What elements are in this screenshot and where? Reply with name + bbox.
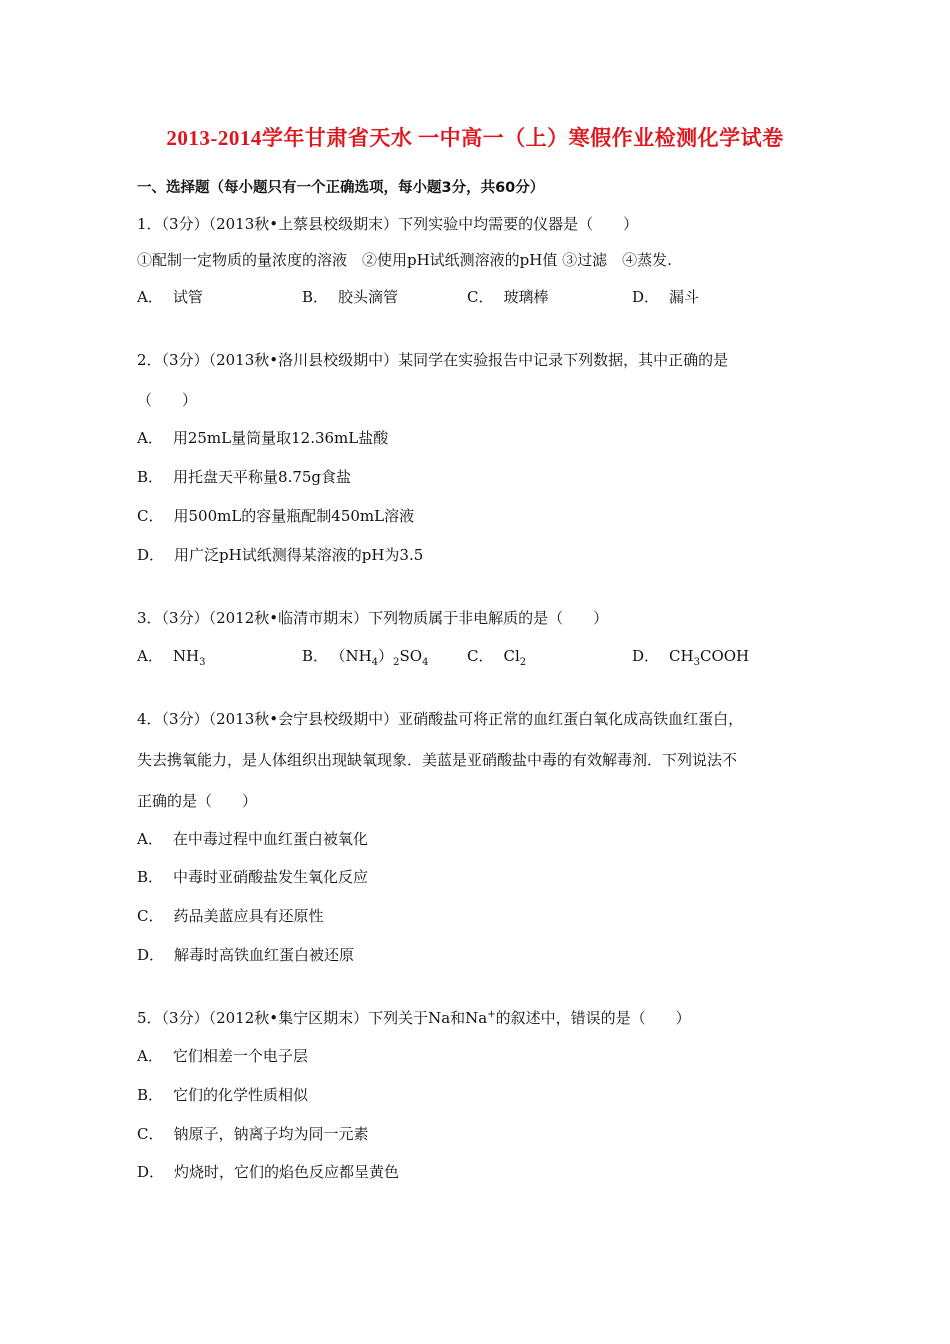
option-text: 用广泛pH试纸测得某溶液的pH为3.5 — [174, 546, 424, 564]
question-3-option-c — [467, 646, 526, 666]
option-text: 用500mL的容量瓶配制450mL溶液 — [173, 507, 415, 525]
option-text: 灼烧时，它们的焰色反应都呈黄色 — [174, 1163, 400, 1181]
question-1-option-a — [137, 287, 203, 307]
option-key: A． — [137, 830, 163, 848]
option-key: B． — [302, 647, 329, 665]
question-4-stem-line-3: 正确的是（ ） — [137, 792, 258, 810]
superscript: + — [487, 1009, 496, 1020]
question-3-stem: 3．（3分）（2012秋•临清市期末）下列物质属于非电解质的是（ ） — [137, 609, 609, 627]
option-key: D． — [632, 647, 660, 665]
question-5-stem — [137, 1008, 691, 1028]
question-5-option-c — [137, 1124, 369, 1144]
question-1-conditions: ①配制一定物质的量浓度的溶液 ②使用pH试纸测溶液的pH值 ③过滤 ④蒸发. — [137, 251, 672, 269]
option-text: 用托盘天平称量8.75g食盐 — [173, 468, 352, 486]
option-key: D． — [137, 946, 165, 964]
question-2-option-c — [137, 506, 414, 526]
option-key: B． — [137, 1086, 164, 1104]
option-key: B． — [302, 288, 329, 306]
option-text-tail: COOH — [699, 647, 750, 665]
option-key: A． — [137, 647, 163, 665]
option-text: Cl — [503, 647, 520, 665]
question-5-stem-start: 5．（3分）（2012秋•集宁区期末）下列关于Na和Na — [137, 1009, 488, 1027]
option-key: D． — [632, 288, 660, 306]
question-2-option-a — [137, 428, 388, 448]
subscript: 2 — [519, 657, 527, 668]
question-5-option-b — [137, 1085, 308, 1105]
option-text: 胶头滴管 — [338, 288, 399, 306]
option-key: D． — [137, 546, 165, 564]
option-text: CH — [669, 647, 694, 665]
question-5-option-d — [137, 1162, 399, 1182]
option-key: D． — [137, 1163, 165, 1181]
subscript: 4 — [371, 657, 379, 668]
option-text: 钠原子，钠离子均为同一元素 — [173, 1125, 369, 1143]
question-4-stem: 4．（3分）（2013秋•会宁县校级期中）亚硝酸盐可将正常的血红蛋白氧化成高铁血红蛋白， — [137, 710, 744, 728]
question-2-option-d — [137, 545, 423, 565]
question-2-stem-bracket: （ ） — [137, 391, 198, 409]
subscript: 3 — [693, 657, 700, 668]
subscript: 4 — [422, 657, 429, 668]
option-key: C． — [137, 507, 164, 525]
document-title: 2013-2014学年甘肃省天水 一中高一（上）寒假作业检测化学试卷 — [166, 126, 784, 150]
option-text: 药品美蓝应具有还原性 — [173, 907, 324, 925]
question-4-option-d — [137, 945, 354, 965]
option-text: 它们的化学性质相似 — [173, 1086, 309, 1104]
section-heading: 一、选择题（每小题只有一个正确选项，每小题3分，共60分） — [137, 180, 545, 196]
option-key: A． — [137, 429, 163, 447]
subscript: 2 — [393, 657, 400, 668]
option-key: A． — [137, 288, 163, 306]
question-4-stem-line-2: 失去携氧能力，是人体组织出现缺氧现象．美蓝是亚硝酸盐中毒的有效解毒剂．下列说法不 — [137, 751, 738, 769]
option-key: B． — [137, 868, 164, 886]
question-3-option-b — [302, 646, 428, 666]
question-1-option-b — [302, 287, 398, 307]
option-text: （NH — [338, 647, 372, 665]
option-text: 漏斗 — [669, 288, 700, 306]
question-3-option-a — [137, 646, 205, 666]
option-key: C． — [137, 907, 164, 925]
option-text-tail: SO — [399, 647, 423, 665]
option-text: 试管 — [172, 288, 203, 306]
question-5-option-a — [137, 1046, 308, 1066]
question-2-option-b — [137, 467, 351, 487]
option-key: C． — [467, 288, 494, 306]
option-key: C． — [467, 647, 494, 665]
option-text: 解毒时高铁血红蛋白被还原 — [174, 946, 355, 964]
subscript: 3 — [199, 657, 206, 668]
option-key: C． — [137, 1125, 164, 1143]
question-5-stem-end: 的叙述中，错误的是（ ） — [495, 1009, 691, 1027]
question-1-stem: 1．（3分）（2013秋•上蔡县校级期末）下列实验中均需要的仪器是（ ） — [137, 215, 639, 233]
question-1-option-d — [632, 287, 699, 307]
option-text: NH — [172, 647, 200, 665]
question-1-option-c — [467, 287, 549, 307]
question-2-stem: 2．（3分）（2013秋•洛川县校级期中）某同学在实验报告中记录下列数据，其中正确的是 — [137, 351, 729, 369]
question-4-option-a — [137, 829, 368, 849]
option-text: 玻璃棒 — [503, 288, 549, 306]
option-text: 中毒时亚硝酸盐发生氧化反应 — [173, 868, 369, 886]
option-key: B． — [137, 468, 164, 486]
question-4-option-c — [137, 906, 324, 926]
option-text-tail: ） — [378, 647, 394, 665]
option-key: A． — [137, 1047, 163, 1065]
option-text: 在中毒过程中血红蛋白被氧化 — [172, 830, 368, 848]
option-text: 用25mL量筒量取12.36mL盐酸 — [172, 429, 389, 447]
question-3-option-d — [632, 646, 749, 666]
question-4-option-b — [137, 867, 368, 887]
option-text: 它们相差一个电子层 — [172, 1047, 308, 1065]
